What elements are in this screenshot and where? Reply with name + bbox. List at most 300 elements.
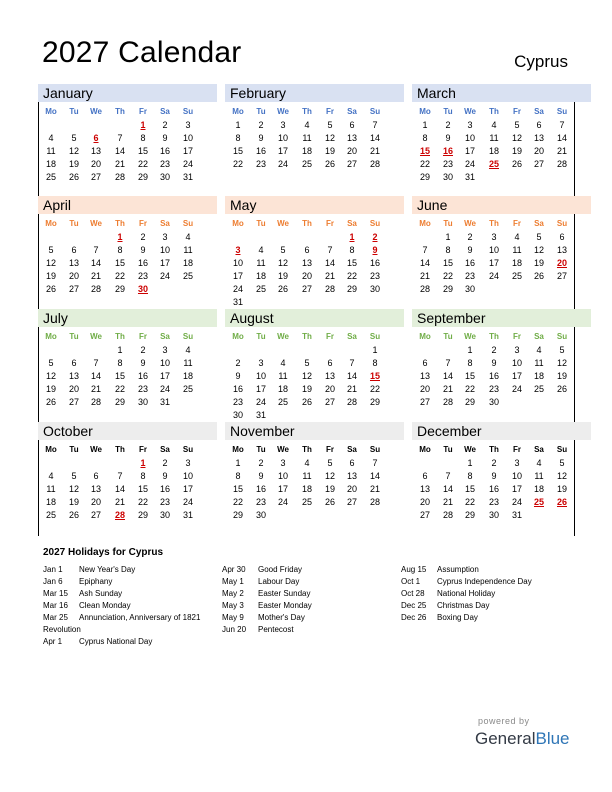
holiday-item bbox=[401, 588, 577, 600]
weekday-label: Su bbox=[369, 332, 381, 341]
calendar-day: 6 bbox=[93, 471, 99, 481]
calendar-day: 12 bbox=[45, 371, 56, 381]
calendar-day: 8 bbox=[372, 358, 378, 368]
calendar-day: 5 bbox=[304, 358, 310, 368]
calendar-day: 4 bbox=[536, 345, 542, 355]
holiday-day: 25 bbox=[533, 497, 544, 507]
holiday-day: 16 bbox=[442, 146, 453, 156]
calendar-day: 29 bbox=[346, 284, 357, 294]
weekday-label: We bbox=[90, 107, 102, 116]
month-header bbox=[225, 196, 404, 214]
calendar-day: 14 bbox=[90, 371, 101, 381]
calendar-day: 18 bbox=[533, 484, 544, 494]
calendar-day: 16 bbox=[255, 146, 266, 156]
month-name: May bbox=[230, 197, 257, 213]
month-may bbox=[225, 196, 404, 309]
holiday-date: May 9 bbox=[222, 613, 244, 622]
calendar-day: 12 bbox=[556, 358, 567, 368]
month-september bbox=[412, 309, 591, 422]
calendar-day: 23 bbox=[159, 497, 170, 507]
holiday-name: Labour Day bbox=[258, 577, 300, 586]
calendar-day: 17 bbox=[255, 384, 266, 394]
holiday-date: Mar 16 bbox=[43, 601, 68, 610]
weekday-label: Mo bbox=[419, 445, 431, 454]
calendar-day: 19 bbox=[556, 371, 567, 381]
calendar-day: 12 bbox=[301, 371, 312, 381]
calendar-day: 4 bbox=[48, 133, 54, 143]
weekday-label: Tu bbox=[256, 332, 266, 341]
calendar-day: 18 bbox=[533, 371, 544, 381]
holiday-day: 20 bbox=[556, 258, 567, 268]
weekday-label: We bbox=[277, 445, 289, 454]
holiday-name: Cyprus Independence Day bbox=[437, 577, 532, 586]
calendar-day: 21 bbox=[324, 271, 335, 281]
calendar-day: 5 bbox=[559, 345, 565, 355]
holiday-date: Apr 30 bbox=[222, 565, 246, 574]
calendar-day: 1 bbox=[117, 345, 123, 355]
holiday-date: Mar 25 bbox=[43, 613, 68, 622]
calendar-day: 10 bbox=[277, 133, 288, 143]
calendar-day: 17 bbox=[277, 146, 288, 156]
weekday-label: Mo bbox=[45, 219, 57, 228]
calendar-day: 26 bbox=[511, 159, 522, 169]
calendar-day: 23 bbox=[255, 159, 266, 169]
calendar-day: 28 bbox=[90, 397, 101, 407]
month-header bbox=[412, 84, 591, 102]
holiday-day: 1 bbox=[349, 232, 355, 242]
holiday-item bbox=[222, 624, 398, 636]
calendar-day: 31 bbox=[464, 172, 475, 182]
weekday-label: We bbox=[90, 445, 102, 454]
calendar-day: 2 bbox=[162, 458, 168, 468]
calendar-day: 5 bbox=[536, 232, 542, 242]
holiday-name: Cyprus National Day bbox=[79, 637, 153, 646]
holiday-item bbox=[222, 600, 398, 612]
calendar-day: 20 bbox=[533, 146, 544, 156]
weekday-label: Th bbox=[115, 445, 125, 454]
weekday-label: Sa bbox=[160, 219, 170, 228]
calendar-day: 27 bbox=[68, 397, 79, 407]
calendar-day: 22 bbox=[232, 159, 243, 169]
calendar-day: 17 bbox=[511, 371, 522, 381]
calendar-day: 28 bbox=[419, 284, 430, 294]
calendar-day: 18 bbox=[182, 371, 193, 381]
calendar-day: 17 bbox=[511, 484, 522, 494]
calendar-day: 24 bbox=[159, 384, 170, 394]
holiday-item bbox=[43, 564, 219, 576]
calendar-day: 6 bbox=[71, 245, 77, 255]
month-name: March bbox=[417, 85, 456, 101]
calendar-day: 22 bbox=[114, 271, 125, 281]
calendar-day: 25 bbox=[182, 384, 193, 394]
weekday-label: Tu bbox=[69, 332, 79, 341]
weekday-label: Su bbox=[182, 107, 194, 116]
calendar-day: 26 bbox=[324, 497, 335, 507]
calendar-day: 23 bbox=[442, 159, 453, 169]
calendar-day: 8 bbox=[140, 133, 146, 143]
calendar-day: 23 bbox=[137, 384, 148, 394]
holiday-column bbox=[222, 564, 398, 636]
weekday-label: Su bbox=[369, 445, 381, 454]
calendar-day: 22 bbox=[464, 384, 475, 394]
calendar-day: 18 bbox=[45, 497, 56, 507]
calendar-day: 20 bbox=[68, 384, 79, 394]
calendar-day: 27 bbox=[533, 159, 544, 169]
generalblue-logo[interactable] bbox=[475, 729, 570, 749]
calendar-day: 24 bbox=[511, 384, 522, 394]
weekday-label: Su bbox=[182, 219, 194, 228]
logo-general: General bbox=[475, 729, 536, 748]
calendar-day: 31 bbox=[511, 510, 522, 520]
weekday-label: Th bbox=[302, 107, 312, 116]
calendar-day: 8 bbox=[140, 471, 146, 481]
calendar-day: 31 bbox=[232, 297, 243, 307]
calendar-day: 29 bbox=[137, 172, 148, 182]
calendar-day: 28 bbox=[442, 397, 453, 407]
weekday-label: Tu bbox=[69, 445, 79, 454]
calendar-day: 23 bbox=[488, 384, 499, 394]
calendar-day: 15 bbox=[232, 146, 243, 156]
calendar-day: 24 bbox=[255, 397, 266, 407]
calendar-day: 7 bbox=[445, 471, 451, 481]
month-june bbox=[412, 196, 591, 309]
calendar-day: 26 bbox=[68, 510, 79, 520]
calendar-day: 23 bbox=[137, 271, 148, 281]
calendar-day: 3 bbox=[280, 120, 286, 130]
weekday-label: Fr bbox=[326, 107, 334, 116]
calendar-day: 16 bbox=[137, 258, 148, 268]
calendar-day: 19 bbox=[45, 384, 56, 394]
holiday-day: 1 bbox=[140, 120, 146, 130]
holiday-name: Clean Monday bbox=[79, 601, 131, 610]
calendar-day: 24 bbox=[511, 497, 522, 507]
calendar-day: 30 bbox=[137, 397, 148, 407]
weekday-label: Sa bbox=[160, 107, 170, 116]
weekday-label: Sa bbox=[347, 332, 357, 341]
calendar-day: 29 bbox=[232, 510, 243, 520]
weekday-label: We bbox=[464, 445, 476, 454]
holiday-item bbox=[43, 636, 219, 648]
calendar-day: 3 bbox=[162, 345, 168, 355]
page-title: 2027 Calendar bbox=[42, 36, 242, 69]
calendar-day: 17 bbox=[488, 258, 499, 268]
powered-by: powered by bbox=[478, 716, 530, 726]
calendar-day: 9 bbox=[491, 358, 497, 368]
weekday-label: Mo bbox=[419, 219, 431, 228]
calendar-day: 13 bbox=[533, 133, 544, 143]
calendar-day: 19 bbox=[68, 159, 79, 169]
calendar-day: 25 bbox=[45, 510, 56, 520]
calendar-day: 13 bbox=[419, 484, 430, 494]
month-name: July bbox=[43, 310, 68, 326]
calendar-day: 14 bbox=[90, 258, 101, 268]
calendar-day: 25 bbox=[533, 384, 544, 394]
calendar-day: 13 bbox=[556, 245, 567, 255]
month-december bbox=[412, 422, 591, 535]
weekday-label: Mo bbox=[45, 107, 57, 116]
holiday-name: Epiphany bbox=[79, 577, 113, 586]
calendar-day: 11 bbox=[183, 245, 193, 255]
calendar-day: 18 bbox=[255, 271, 266, 281]
month-header bbox=[38, 309, 217, 327]
month-name: February bbox=[230, 85, 287, 101]
weekday-label: Th bbox=[302, 445, 312, 454]
holiday-column bbox=[43, 564, 219, 648]
calendar-day: 8 bbox=[235, 471, 241, 481]
calendar-day: 9 bbox=[467, 245, 473, 255]
calendar-day: 8 bbox=[467, 471, 473, 481]
calendar-day: 11 bbox=[256, 258, 266, 268]
calendar-day: 5 bbox=[48, 245, 54, 255]
month-name: November bbox=[230, 423, 295, 439]
weekday-label: Fr bbox=[513, 332, 521, 341]
weekday-label: We bbox=[90, 219, 102, 228]
holiday-date: May 2 bbox=[222, 589, 244, 598]
holiday-date: Oct 1 bbox=[401, 577, 421, 586]
calendar-day: 14 bbox=[114, 484, 125, 494]
calendar-day: 13 bbox=[346, 471, 357, 481]
calendar-day: 20 bbox=[90, 159, 101, 169]
calendar-day: 4 bbox=[304, 458, 310, 468]
calendar-day: 28 bbox=[556, 159, 567, 169]
holiday-date: Jun 20 bbox=[222, 625, 247, 634]
calendar-day: 29 bbox=[114, 397, 125, 407]
weekday-label: Mo bbox=[419, 107, 431, 116]
calendar-day: 9 bbox=[162, 471, 168, 481]
calendar-day: 16 bbox=[137, 371, 148, 381]
month-july bbox=[38, 309, 217, 422]
calendar-day: 30 bbox=[369, 284, 380, 294]
calendar-day: 28 bbox=[369, 497, 380, 507]
weekday-label: Fr bbox=[326, 332, 334, 341]
calendar-day: 18 bbox=[45, 159, 56, 169]
month-header bbox=[38, 422, 217, 440]
calendar-day: 17 bbox=[182, 484, 193, 494]
calendar-day: 1 bbox=[235, 458, 241, 468]
weekday-label: Th bbox=[302, 332, 312, 341]
calendar-day: 31 bbox=[182, 510, 193, 520]
calendar-day: 5 bbox=[327, 120, 333, 130]
calendar-day: 3 bbox=[185, 458, 191, 468]
weekday-label: We bbox=[464, 219, 476, 228]
calendar-day: 26 bbox=[45, 397, 56, 407]
month-january bbox=[38, 84, 217, 197]
calendar-day: 11 bbox=[278, 371, 288, 381]
calendar-day: 14 bbox=[346, 371, 357, 381]
weekday-label: Su bbox=[369, 219, 381, 228]
calendar-day: 6 bbox=[71, 358, 77, 368]
calendar-day: 16 bbox=[255, 484, 266, 494]
calendar-day: 4 bbox=[48, 471, 54, 481]
calendar-day: 11 bbox=[302, 133, 312, 143]
weekday-label: Su bbox=[556, 445, 568, 454]
calendar-day: 20 bbox=[68, 271, 79, 281]
calendar-day: 14 bbox=[369, 133, 380, 143]
month-february bbox=[225, 84, 404, 197]
calendar-day: 12 bbox=[324, 133, 335, 143]
weekday-label: Fr bbox=[513, 107, 521, 116]
calendar-day: 4 bbox=[258, 245, 264, 255]
calendar-day: 22 bbox=[442, 271, 453, 281]
weekday-label: Su bbox=[369, 107, 381, 116]
weekday-label: Tu bbox=[443, 332, 453, 341]
calendar-day: 12 bbox=[277, 258, 288, 268]
calendar-day: 10 bbox=[511, 358, 522, 368]
month-name: January bbox=[43, 85, 93, 101]
calendar-day: 15 bbox=[232, 484, 243, 494]
weekday-label: Su bbox=[556, 332, 568, 341]
calendar-day: 24 bbox=[464, 159, 475, 169]
calendar-day: 26 bbox=[301, 397, 312, 407]
calendar-day: 20 bbox=[346, 484, 357, 494]
holiday-day: 25 bbox=[488, 159, 499, 169]
calendar-day: 7 bbox=[93, 245, 99, 255]
calendar-day: 27 bbox=[419, 397, 430, 407]
month-august bbox=[225, 309, 404, 422]
calendar-day: 12 bbox=[324, 471, 335, 481]
calendar-day: 25 bbox=[255, 284, 266, 294]
holiday-day: 15 bbox=[419, 146, 430, 156]
weekday-label: Tu bbox=[256, 445, 266, 454]
holiday-item bbox=[401, 612, 577, 624]
calendar-day: 15 bbox=[346, 258, 357, 268]
calendar-day: 15 bbox=[464, 371, 475, 381]
weekday-label: Tu bbox=[443, 445, 453, 454]
calendar-day: 17 bbox=[464, 146, 475, 156]
weekday-label: Tu bbox=[69, 219, 79, 228]
holiday-item bbox=[43, 588, 219, 600]
calendar-day: 18 bbox=[511, 258, 522, 268]
calendar-day: 22 bbox=[419, 159, 430, 169]
month-header bbox=[412, 309, 591, 327]
calendar-day: 4 bbox=[280, 358, 286, 368]
calendar-day: 22 bbox=[114, 384, 125, 394]
calendar-day: 10 bbox=[488, 245, 499, 255]
calendar-day: 1 bbox=[467, 458, 473, 468]
weekday-label: Sa bbox=[534, 219, 544, 228]
holiday-date: May 1 bbox=[222, 577, 244, 586]
calendar-day: 15 bbox=[137, 146, 148, 156]
holiday-name: Good Friday bbox=[258, 565, 303, 574]
calendar-day: 21 bbox=[369, 484, 380, 494]
calendar-day: 4 bbox=[185, 232, 191, 242]
holiday-name: Assumption bbox=[437, 565, 479, 574]
holiday-date: Mar 15 bbox=[43, 589, 68, 598]
calendar-day: 29 bbox=[442, 284, 453, 294]
calendar-day: 27 bbox=[346, 497, 357, 507]
calendar-day: 5 bbox=[48, 358, 54, 368]
calendar-day: 10 bbox=[511, 471, 522, 481]
calendar-day: 6 bbox=[349, 458, 355, 468]
weekday-label: Sa bbox=[347, 219, 357, 228]
calendar-day: 13 bbox=[324, 371, 335, 381]
calendar-day: 31 bbox=[255, 410, 266, 420]
weekday-label: We bbox=[464, 332, 476, 341]
calendar-day: 27 bbox=[90, 172, 101, 182]
weekday-label: We bbox=[277, 107, 289, 116]
calendar-day: 16 bbox=[232, 384, 243, 394]
weekday-label: Fr bbox=[513, 445, 521, 454]
calendar-day: 11 bbox=[183, 358, 193, 368]
calendar-day: 4 bbox=[536, 458, 542, 468]
calendar-day: 11 bbox=[512, 245, 522, 255]
calendar-day: 21 bbox=[90, 271, 101, 281]
weekday-label: Mo bbox=[45, 332, 57, 341]
calendar-day: 10 bbox=[182, 133, 193, 143]
calendar-day: 27 bbox=[346, 159, 357, 169]
holiday-item bbox=[222, 588, 398, 600]
holiday-day: 1 bbox=[140, 458, 146, 468]
calendar-day: 23 bbox=[488, 497, 499, 507]
calendar-day: 13 bbox=[68, 371, 79, 381]
calendar-day: 23 bbox=[159, 159, 170, 169]
month-header bbox=[225, 422, 404, 440]
calendar-day: 7 bbox=[117, 133, 123, 143]
calendar-day: 7 bbox=[445, 358, 451, 368]
calendar-day: 19 bbox=[324, 484, 335, 494]
holiday-item bbox=[401, 564, 577, 576]
calendar-day: 23 bbox=[369, 271, 380, 281]
calendar-day: 28 bbox=[324, 284, 335, 294]
calendar-day: 14 bbox=[442, 484, 453, 494]
calendar-day: 21 bbox=[442, 384, 453, 394]
month-name: September bbox=[417, 310, 486, 326]
calendar-day: 19 bbox=[324, 146, 335, 156]
calendar-day: 3 bbox=[491, 232, 497, 242]
weekday-label: Sa bbox=[160, 445, 170, 454]
calendar-day: 19 bbox=[277, 271, 288, 281]
calendar-day: 2 bbox=[235, 358, 241, 368]
holiday-name: New Year's Day bbox=[79, 565, 136, 574]
holiday-name: Ash Sunday bbox=[79, 589, 123, 598]
weekday-label: Mo bbox=[232, 107, 244, 116]
weekday-label: Tu bbox=[443, 107, 453, 116]
month-name: April bbox=[43, 197, 72, 213]
calendar-day: 25 bbox=[301, 497, 312, 507]
holiday-date: Dec 26 bbox=[401, 613, 427, 622]
calendar-day: 25 bbox=[182, 271, 193, 281]
calendar-day: 6 bbox=[422, 358, 428, 368]
calendar-day: 21 bbox=[90, 384, 101, 394]
calendar-day: 6 bbox=[559, 232, 565, 242]
calendar-day: 17 bbox=[277, 484, 288, 494]
holiday-day: 26 bbox=[556, 497, 567, 507]
weekday-label: We bbox=[277, 219, 289, 228]
calendar-day: 20 bbox=[324, 384, 335, 394]
calendar-day: 7 bbox=[372, 120, 378, 130]
weekday-label: Th bbox=[115, 219, 125, 228]
month-header bbox=[38, 196, 217, 214]
calendar-day: 29 bbox=[464, 397, 475, 407]
holiday-item bbox=[43, 600, 219, 612]
calendar-day: 18 bbox=[488, 146, 499, 156]
holiday-date: Jan 1 bbox=[43, 565, 63, 574]
calendar-day: 14 bbox=[419, 258, 430, 268]
weekday-label: Su bbox=[556, 219, 568, 228]
calendar-day: 5 bbox=[280, 245, 286, 255]
calendar-day: 10 bbox=[159, 358, 170, 368]
holiday-name: National Holiday bbox=[437, 589, 496, 598]
weekday-label: Th bbox=[489, 219, 499, 228]
calendar-day: 12 bbox=[68, 484, 79, 494]
weekday-label: Sa bbox=[534, 332, 544, 341]
weekday-label: Tu bbox=[256, 219, 266, 228]
holiday-item bbox=[43, 612, 219, 636]
calendar-day: 1 bbox=[445, 232, 451, 242]
calendar-day: 3 bbox=[162, 232, 168, 242]
calendar-day: 2 bbox=[445, 120, 451, 130]
calendar-day: 16 bbox=[369, 258, 380, 268]
